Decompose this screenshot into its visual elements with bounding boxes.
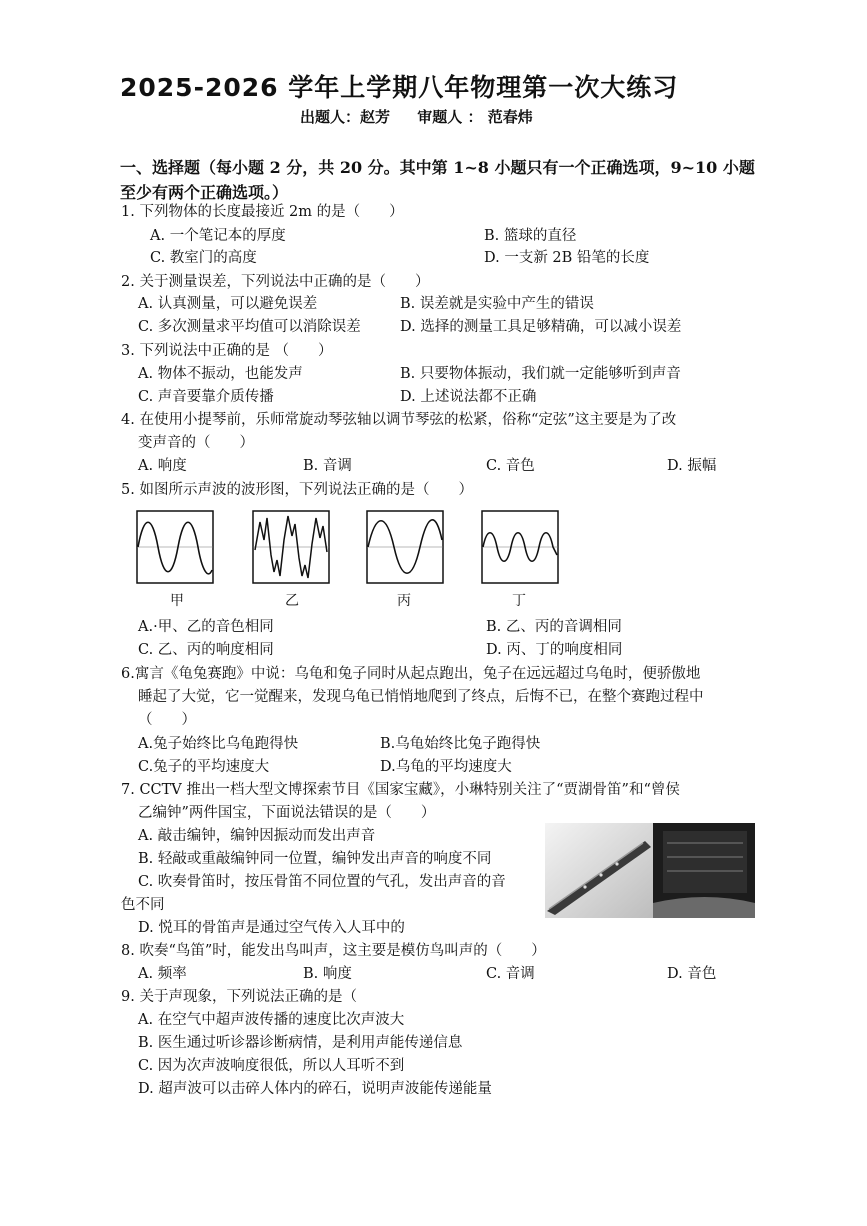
option-d: D. 上述说法都不正确: [400, 389, 537, 405]
waveform-ding: [481, 510, 559, 584]
option-a: A. 响度: [138, 458, 187, 474]
option-a: A.兔子始终比乌龟跑得快: [138, 736, 299, 752]
option-d: D. 悦耳的骨笛声是通过空气传入人耳中的: [138, 920, 405, 936]
option-b: B. 轻敲或重敲编钟同一位置，编钟发出声音的响度不同: [138, 851, 492, 867]
question-stem: 4. 在使用小提琴前，乐师常旋动琴弦轴以调节琴弦的松紧，俗称“定弦”这主要是为了改: [121, 412, 677, 428]
option-c: C. 吹奏骨笛时，按压骨笛不同位置的气孔，发出声音的音: [138, 874, 506, 890]
question-stem-cont: 乙编钟”两件国宝，下面说法错误的是（ ）: [138, 805, 436, 821]
option-a: A. 在空气中超声波传播的速度比次声波大: [138, 1012, 405, 1028]
option-b: B.乌龟始终比兔子跑得快: [380, 736, 541, 752]
option-b: B. 音调: [303, 458, 352, 474]
option-a: A. 认真测量，可以避免误差: [138, 296, 318, 312]
question-stem-cont: （ ）: [138, 712, 196, 728]
figure-label-ding: 丁: [512, 593, 526, 609]
page-title: 2025-2026 学年上学期八年物理第一次大练习: [120, 73, 679, 102]
authors-line: [300, 106, 555, 127]
setter-label: 出题人：赵芳: [300, 108, 391, 126]
option-b: B. 乙、丙的音调相同: [486, 619, 622, 635]
waveform-bing: [366, 510, 444, 584]
bone-flute-and-bell-photo: [545, 823, 755, 918]
question-stem: 2. 关于测量误差，下列说法中正确的是（ ）: [121, 274, 430, 290]
option-d: D. 一支新 2B 铅笔的长度: [484, 250, 650, 266]
figure-label-jia: 甲: [170, 593, 184, 609]
question-stem-cont: 变声音的（ ）: [138, 435, 254, 451]
option-d: D. 振幅: [667, 458, 717, 474]
question-stem: 1. 下列物体的长度最接近 2m 的是（ ）: [121, 204, 404, 220]
option-d: D. 丙、丁的响度相同: [486, 642, 623, 658]
option-b: B. 误差就是实验中产生的错误: [400, 296, 594, 312]
option-a: A. 频率: [138, 966, 187, 982]
question-stem: 3. 下列说法中正确的是 （ ）: [121, 343, 333, 359]
option-c: C.兔子的平均速度大: [138, 759, 270, 775]
option-a: A. 一个笔记本的厚度: [150, 228, 286, 244]
waveform-yi: [252, 510, 330, 584]
option-b: B. 响度: [303, 966, 352, 982]
figure-label-yi: 乙: [285, 593, 299, 609]
question-stem: 6.寓言《龟兔赛跑》中说：乌龟和兔子同时从起点跑出，兔子在远远超过乌龟时，便骄傲地: [121, 666, 701, 682]
question-stem: 7. CCTV 推出一档大型文博探索节目《国家宝藏》，小琳特别关注了“贾湖骨笛”和“曾侯: [121, 782, 680, 798]
option-c-cont: 色不同: [121, 897, 165, 913]
option-c: C. 音色: [486, 458, 535, 474]
option-c: C. 声音要靠介质传播: [138, 389, 274, 405]
option-d: D. 超声波可以击碎人体内的碎石，说明声波能传递能量: [138, 1081, 492, 1097]
option-d: D. 音色: [667, 966, 717, 982]
option-d: D.乌龟的平均速度大: [380, 759, 512, 775]
option-c: C. 音调: [486, 966, 535, 982]
option-a: A. 物体不振动，也能发声: [138, 366, 303, 382]
option-b: B. 医生通过听诊器诊断病情，是利用声能传递信息: [138, 1035, 463, 1051]
question-stem-cont: 睡起了大觉，它一觉醒来，发现乌龟已悄悄地爬到了终点，后悔不已，在整个赛跑过程中: [138, 689, 704, 705]
option-c: C. 乙、丙的响度相同: [138, 642, 274, 658]
option-c: C. 多次测量求平均值可以消除误差: [138, 319, 361, 335]
waveform-jia: [136, 510, 214, 584]
option-a: A.·甲、乙的音色相同: [138, 619, 274, 635]
question-stem: 8. 吹奏“鸟笛”时，能发出鸟叫声，这主要是模仿鸟叫声的（ ）: [121, 943, 546, 959]
question-stem: 9. 关于声现象，下列说法正确的是（: [121, 989, 357, 1005]
reviewer-label: 审题人 ： 范春炜: [417, 108, 533, 126]
option-c: C. 因为次声波响度很低，所以人耳听不到: [138, 1058, 405, 1074]
option-b: B. 只要物体振动，我们就一定能够听到声音: [400, 366, 681, 382]
option-a: A. 敲击编钟，编钟因振动而发出声音: [138, 828, 376, 844]
question-stem: 5. 如图所示声波的波形图，下列说法正确的是（ ）: [121, 482, 473, 498]
option-c: C. 教室门的高度: [150, 250, 257, 266]
option-b: B. 篮球的直径: [484, 228, 577, 244]
option-d: D. 选择的测量工具足够精确，可以减小误差: [400, 319, 682, 335]
section-heading: 一、选择题（每小题 2 分，共 20 分。其中第 1~8 小题只有一个正确选项，9~10 小题至少有两个正确选项。）: [120, 158, 755, 202]
figure-label-bing: 丙: [397, 593, 411, 609]
